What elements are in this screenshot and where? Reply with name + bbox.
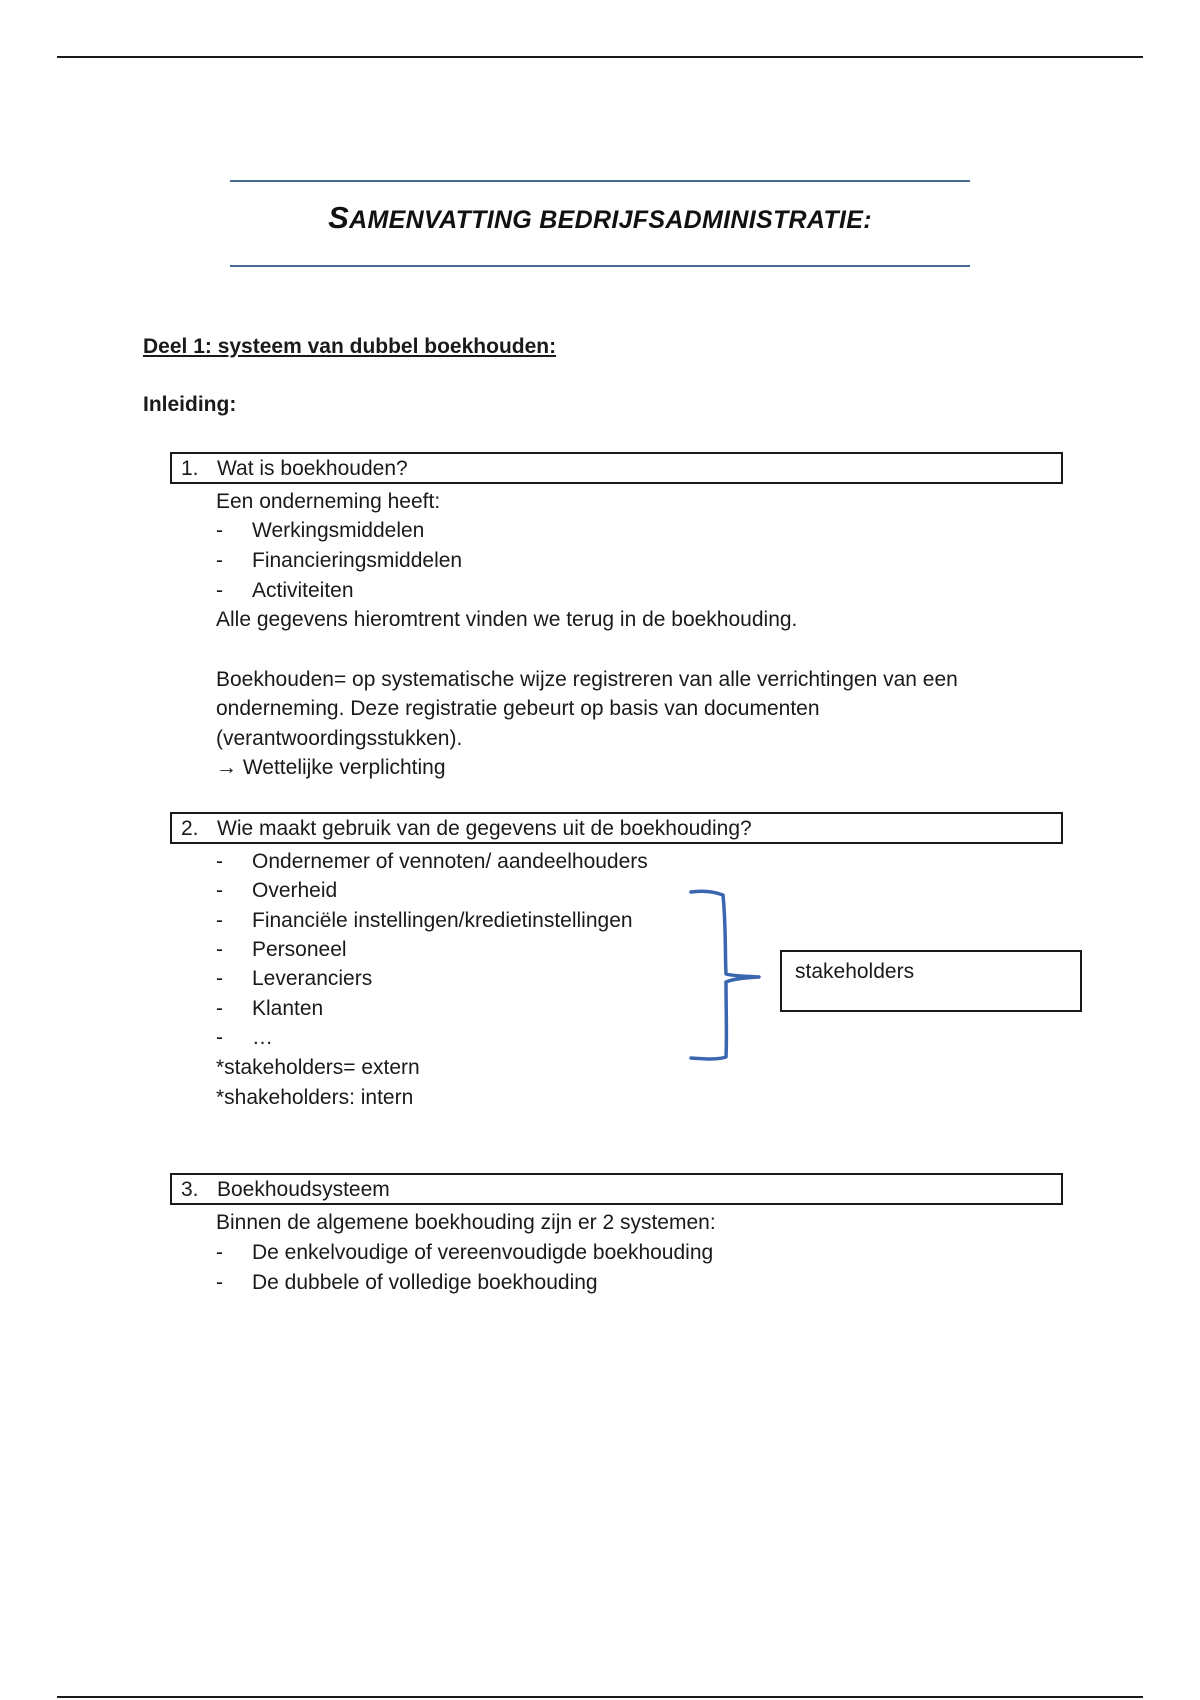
list-dash: - [216,997,223,1020]
stakeholders-label: stakeholders [795,960,915,983]
list-item: Financieringsmiddelen [252,549,463,572]
section-2-heading-box [170,812,1063,844]
list-item: Leveranciers [252,967,373,990]
definition-line: (verantwoordingsstukken). [216,727,463,750]
list-item: Activiteiten [252,579,354,602]
list-item: … [252,1026,273,1049]
title-rule-top [230,180,970,182]
list-dash: - [216,1241,223,1264]
list-item: Klanten [252,997,324,1020]
list-dash: - [216,549,223,572]
page-top-rule [57,56,1143,58]
page-bottom-rule [57,1696,1143,1698]
arrow-icon: → [216,756,237,779]
definition-line: onderneming. Deze registratie gebeurt op basis van documenten [216,697,820,720]
section-1-intro: Een onderneming heeft: [216,490,441,513]
section-3-number: 3. [181,1178,199,1201]
arrow-note [216,756,446,780]
list-item: Personeel [252,938,347,961]
list-dash: - [216,909,223,932]
list-dash: - [216,879,223,902]
section-2-heading: Wie maakt gebruik van de gegevens uit de boekhouding? [217,817,752,840]
list-item: De enkelvoudige of vereenvoudigde boekhouding [252,1241,714,1264]
arrow-note-text: Wettelijke verplichting [242,756,446,779]
list-item: Werkingsmiddelen [252,519,425,542]
section-1-heading-box [170,452,1063,484]
list-dash: - [216,850,223,873]
section-3-heading: Boekhoudsysteem [217,1178,390,1201]
list-item: Financiële instellingen/kredietinstellingen [252,909,633,932]
section-3-intro: Binnen de algemene boekhouding zijn er 2 systemen: [216,1211,716,1234]
stakeholder-note: *stakeholders= extern [216,1056,420,1079]
list-dash: - [216,938,223,961]
list-dash: - [216,579,223,602]
curly-brace-icon [685,885,765,1065]
section-1-heading: Wat is boekhouden? [217,457,408,480]
definition-line: Boekhouden= op systematische wijze registreren van alle verrichtingen van een [216,668,958,691]
list-dash: - [216,1271,223,1294]
title-first-letter: S [328,200,350,235]
list-item: De dubbele of volledige boekhouding [252,1271,598,1294]
document-title [230,200,970,236]
intro-heading: Inleiding: [143,393,237,416]
title-rest: AMENVATTING BEDRIJFSADMINISTRATIE: [349,206,872,234]
list-item: Overheid [252,879,338,902]
section-2-number: 2. [181,817,199,840]
stakeholders-label-box [780,950,1082,1012]
title-rule-bottom [230,265,970,267]
section-1-number: 1. [181,457,199,480]
part-heading: Deel 1: systeem van dubbel boekhouden: [143,335,557,358]
stakeholder-note: *shakeholders: intern [216,1086,414,1109]
section-1-after-list: Alle gegevens hieromtrent vinden we terug in de boekhouding. [216,608,798,631]
list-dash: - [216,1026,223,1049]
list-item: Ondernemer of vennoten/ aandeelhouders [252,850,648,873]
list-dash: - [216,519,223,542]
list-dash: - [216,967,223,990]
section-3-heading-box [170,1173,1063,1205]
